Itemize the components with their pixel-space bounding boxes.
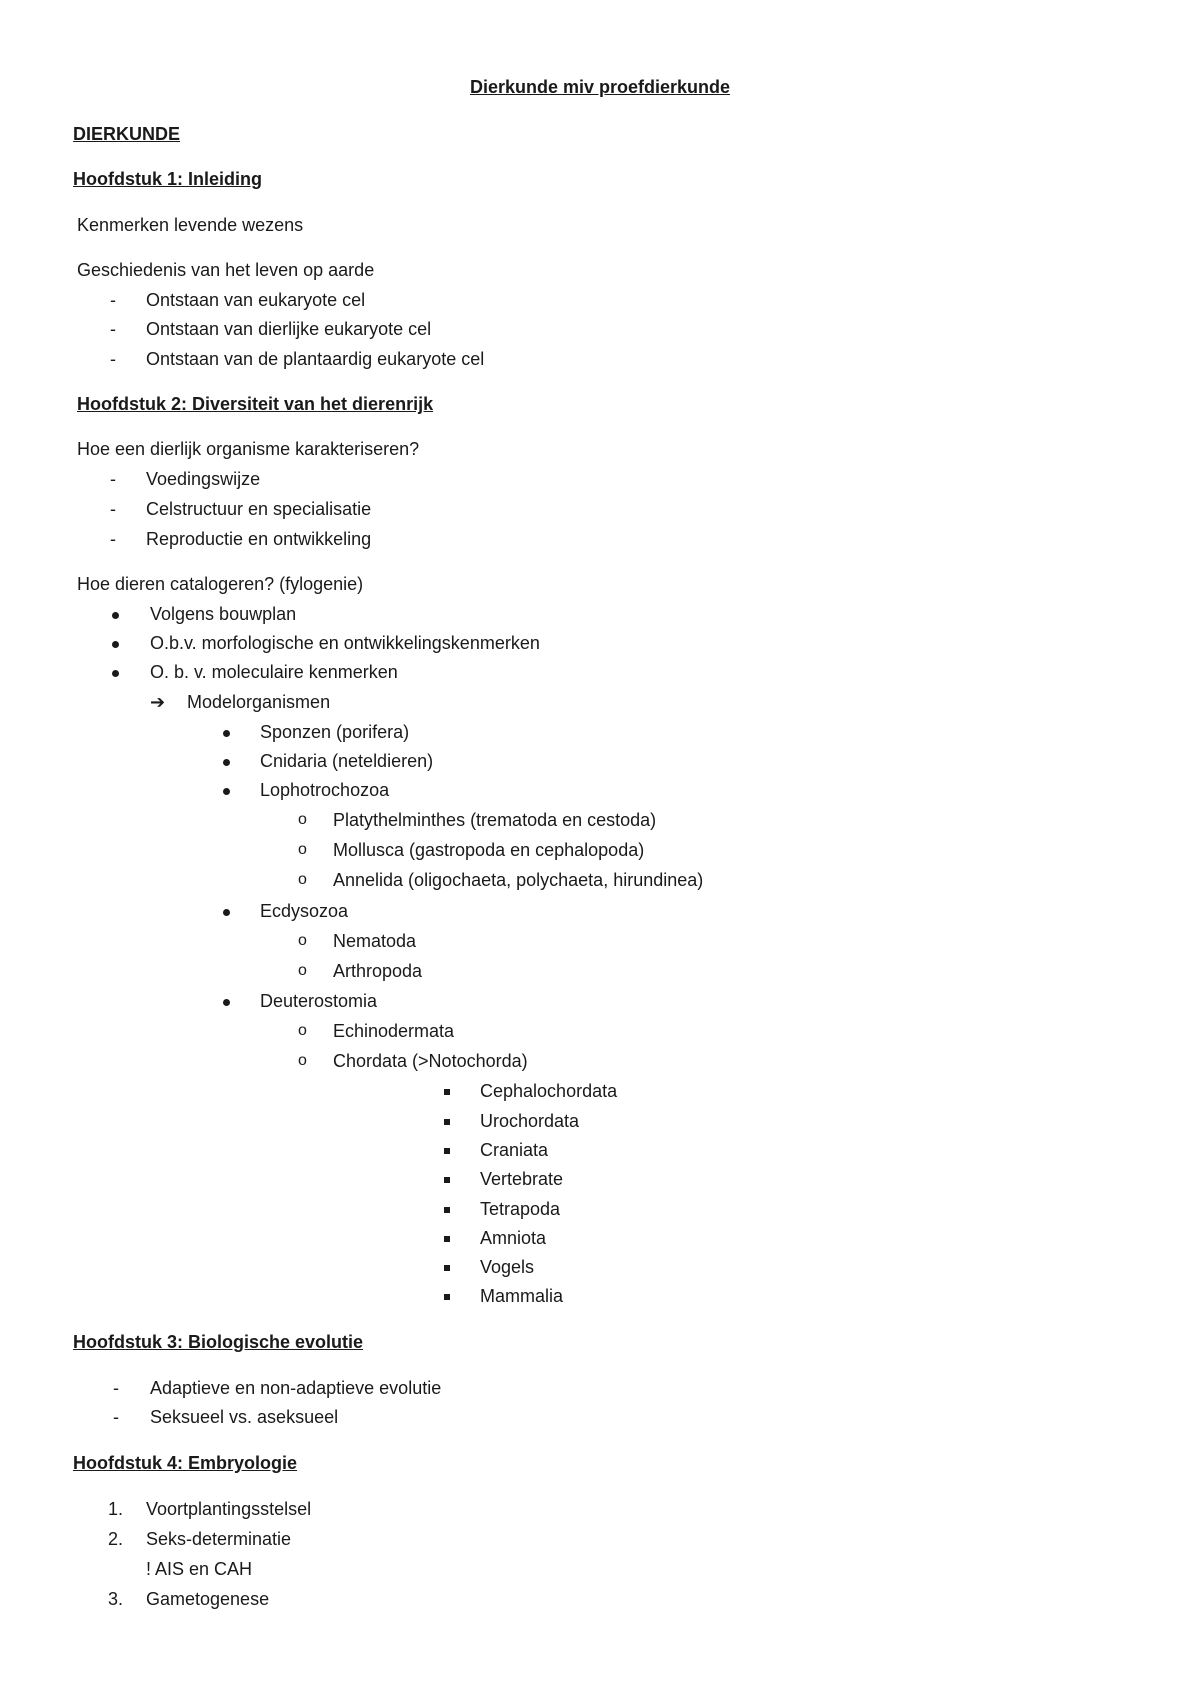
bullet-circle: o [298,871,307,888]
bullet-dot [223,779,230,802]
bullet-square [444,1285,450,1308]
bullet-dot [223,721,230,744]
dash-bullet: - [110,319,116,339]
chapter-2-heading: Hoofdstuk 2: Diversiteit van het dierenrijk [77,394,434,414]
bullet-dot [112,632,119,655]
bullet-square [444,1227,450,1250]
bullet-dot [112,603,119,626]
chapter-1-heading: Hoofdstuk 1: Inleiding [73,169,262,189]
dash-bullet: - [113,1407,119,1427]
list-item: Echinodermata [333,1021,455,1041]
list-item: Amniota [480,1228,547,1248]
list-number: 2. [108,1529,124,1549]
document-title: Dierkunde miv proefdierkunde [469,77,731,97]
list-item: Gametogenese [146,1589,270,1609]
chapter-2-question: Hoe een dierlijk organisme karakteriseren? [77,439,420,459]
bullet-dot [112,661,119,684]
list-item: Ontstaan van eukaryote cel [146,290,366,310]
bullet-square [444,1139,450,1162]
list-item: Mammalia [480,1286,564,1306]
dash-bullet: - [110,499,116,519]
bullet-square [444,1168,450,1191]
list-item: Ontstaan van de plantaardig eukaryote cel [146,349,485,369]
bullet-circle: o [298,962,307,979]
list-item: Reproductie en ontwikkeling [146,529,372,549]
list-number: 3. [108,1589,124,1609]
list-item: Tetrapoda [480,1199,561,1219]
bullet-circle: o [298,811,307,828]
list-item: Arthropoda [333,961,423,981]
list-item: Craniata [480,1140,549,1160]
bullet-square [444,1080,450,1103]
list-number: 1. [108,1499,124,1519]
list-item: Vertebrate [480,1169,564,1189]
list-item: Vogels [480,1257,535,1277]
list-item: Ontstaan van dierlijke eukaryote cel [146,319,432,339]
chapter-2-question: Hoe dieren catalogeren? (fylogenie) [77,574,364,594]
list-item: Modelorganismen [187,692,331,712]
bullet-circle: o [298,932,307,949]
bullet-square [444,1110,450,1133]
list-item: Sponzen (porifera) [260,722,410,742]
list-item: Seksueel vs. aseksueel [150,1407,339,1427]
list-item: Ecdysozoa [260,901,349,921]
list-item: Mollusca (gastropoda en cephalopoda) [333,840,645,860]
list-item: Volgens bouwplan [150,604,297,624]
arrow-icon: ➔ [150,692,166,712]
list-item: Voedingswijze [146,469,261,489]
bullet-circle: o [298,841,307,858]
chapter-1-paragraph: Geschiedenis van het leven op aarde [77,260,375,280]
section-heading: DIERKUNDE [73,124,181,144]
dash-bullet: - [110,469,116,489]
list-item: Adaptieve en non-adaptieve evolutie [150,1378,442,1398]
list-item: Lophotrochozoa [260,780,390,800]
dash-bullet: - [110,290,116,310]
bullet-square [444,1256,450,1279]
list-item: O.b.v. morfologische en ontwikkelingskenmerken [150,633,540,653]
bullet-circle: o [298,1052,307,1069]
bullet-dot [223,900,230,923]
chapter-3-heading: Hoofdstuk 3: Biologische evolutie [73,1332,364,1352]
list-item: Voortplantingsstelsel [146,1499,312,1519]
dash-bullet: - [113,1378,119,1398]
list-item: Nematoda [333,931,417,951]
list-item: Celstructuur en specialisatie [146,499,372,519]
list-item: Deuterostomia [260,991,378,1011]
chapter-1-paragraph: Kenmerken levende wezens [77,215,304,235]
bullet-dot [223,990,230,1013]
bullet-circle: o [298,1022,307,1039]
bullet-square [444,1198,450,1221]
bullet-dot [223,750,230,773]
list-item: Annelida (oligochaeta, polychaeta, hirundinea) [333,870,704,890]
list-item: Chordata (>Notochorda) [333,1051,528,1071]
dash-bullet: - [110,529,116,549]
list-item: O. b. v. moleculaire kenmerken [150,662,398,682]
dash-bullet: - [110,349,116,369]
list-item: Platythelminthes (trematoda en cestoda) [333,810,657,830]
list-item: Cephalochordata [480,1081,618,1101]
list-note: ! AIS en CAH [146,1559,253,1579]
list-item: Urochordata [480,1111,580,1131]
list-item: Cnidaria (neteldieren) [260,751,434,771]
list-item: Seks-determinatie [146,1529,292,1549]
chapter-4-heading: Hoofdstuk 4: Embryologie [73,1453,298,1473]
